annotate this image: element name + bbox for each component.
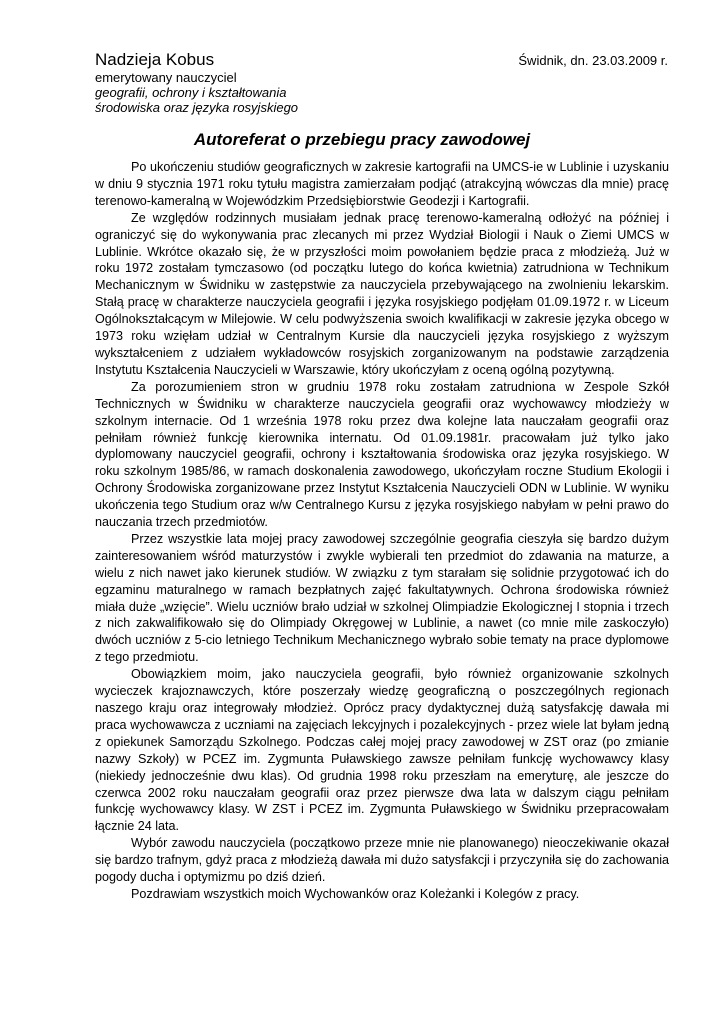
author-subjects-line-2: środowiska oraz języka rosyjskiego — [95, 100, 299, 115]
place-and-date: Świdnik, dn. 23.03.2009 r. — [518, 53, 668, 68]
paragraph: Po ukończeniu studiów geograficznych w zakresie kartografii na UMCS-ie w Lublinie i uzyskaniu w dniu 9 stycznia 1971 roku tytułu magistra zamierzałam podjąć (atrakcyjną wówczas dla mnie) pracę terenowo-kameralną w Wojewódzkim Przedsiębiorstwie Geodezji i Kartografii. — [95, 160, 669, 208]
paragraph: Wybór zawodu nauczyciela (początkowo przeze mnie nie planowanego) nieoczekiwanie okazał się bardzo trafnym, gdyż praca z młodzieżą dawała mi dużo satysfakcji i przyczyniła się do zachowania pogody ducha i optymizmu po dziś dzień. — [95, 836, 669, 885]
document-title: Autoreferat o przebiegu pracy zawodowej — [193, 130, 531, 149]
paragraph: Przez wszystkie lata mojej pracy zawodowej szczególnie geografia cieszyła się bardzo dużym zainteresowaniem wśród maturzystów i zwykle wybierali ten przedmiot do zdawania na maturze, a wielu z nich nawet jako kierunek studiów. W związku z tym starałam się solidnie przygotować ich do egzaminu maturalnego w ramach bezpłatnych zajęć fakultatywnych. Ochrona środowiska również miała duże „wzięcie”. Wielu uczniów brało udział w szkolnej Olimpiadzie Ekologicznej I stopnia i trzech z nich zakwalifikowało się do Olimpiady Okręgowej w Lublinie, a nawet (co mnie mile zaskoczyło) dwóch uczniów z 5-cio letniego Technikum Mechanicznego wybrało sobie tematy na prace dyplomowe z tego przedmiotu. — [95, 531, 669, 665]
document-body — [95, 159, 669, 903]
paragraph: Ze względów rodzinnych musiałam jednak pracę terenowo-kameralną odłożyć na później i ograniczyć się do wykonywania prac zlecanych mi przez Wydział Biologii i Nauk o Ziemi UMCS w Lublinie. Wkrótce okazało się, że w przyszłości moim powołaniem będzie praca z młodzieżą. Już w roku 1972 zostałam tymczasowo (od początku lutego do końca kwietnia) zatrudniona w Technikum Mechanicznym w Świdniku w zastępstwie za nauczyciela przebywającego na zwolnieniu lekarskim. Stałą pracę w charakterze nauczyciela geografii i języka rosyjskiego podjęłam 01.09.1972 r. w Liceum Ogólnokształcącym w Milejowie. W celu podwyższenia swoich kwalifikacji w zakresie języka obcego w 1973 roku wzięłam udział w Centralnym Kursie dla nauczycieli języka rosyjskiego z wyższym wykształceniem z udziałem wykładowców rosyjskich zorganizowanym na podstawie zarządzenia Instytutu Kształcenia Nauczycieli w Warszawie, który ukończyłam z oceną ogólną pozytywną. — [95, 210, 669, 377]
author-credentials — [95, 70, 298, 115]
paragraph: Pozdrawiam wszystkich moich Wychowanków oraz Koleżanki i Kolegów z pracy. — [131, 886, 580, 901]
author-name: Nadzieja Kobus — [95, 50, 215, 69]
paragraph: Obowiązkiem moim, jako nauczyciela geografii, było również organizowanie szkolnych wycieczek krajoznawczych, które poszerzały wiedzę geograficzną o poszczególnych regionach naszego kraju oraz integrowały młodzież. Oprócz pracy dydaktycznej dużą satysfakcję dawała mi praca wychowawcza z uczniami na zajęciach lekcyjnych i pozalekcyjnych - przez wiele lat byłam jedną z opiekunek Samorządu Szkolnego. Podczas całej mojej pracy zawodowej w ZST oraz (po zmianie nazwy Szkoły) w PCEZ im. Zygmunta Puławskiego zawsze pełniłam funkcję wychowawcy klasy (niekiedy jednocześnie dwu klas). Od grudnia 1998 roku przeszłam na emeryturę, ale jeszcze do czerwca 2002 roku nauczałam geografii oraz przez pierwsze dwa lata w dalszym ciągu pełniłam funkcję wychowawcy klasy. W ZST i PCEZ im. Zygmunta Puławskiego w Świdniku przepracowałam łącznie 24 lata. — [95, 667, 669, 834]
author-subjects-line-1: geografii, ochrony i kształtowania — [95, 85, 287, 100]
author-role: emerytowany nauczyciel — [95, 70, 237, 85]
paragraph: Za porozumieniem stron w grudniu 1978 roku zostałam zatrudniona w Zespole Szkół Technicznych w Świdniku w charakterze nauczyciela geografii oraz wychowawcy młodzieży w szkolnym internacie. Od 1 września 1978 roku przez dwa kolejne lata nauczałam geografii oraz pełniłam również funkcję kierownika internatu. Od 01.09.1981r. pracowałam już tylko jako dyplomowany nauczyciel geografii, ochrony i kształtowania środowiska oraz języka rosyjskiego. W roku szkolnym 1985/86, w ramach doskonalenia zawodowego, ukończyłam roczne Studium Ekologii i Ochrony Środowiska zorganizowane przez Instytut Kształcenia Nauczycieli ODN w Lublinie. W wyniku ukończenia tego Studium oraz w/w Centralnego Kursu z języka rosyjskiego nabyłam w pełni prawo do nauczania trzech przedmiotów. — [95, 379, 669, 530]
